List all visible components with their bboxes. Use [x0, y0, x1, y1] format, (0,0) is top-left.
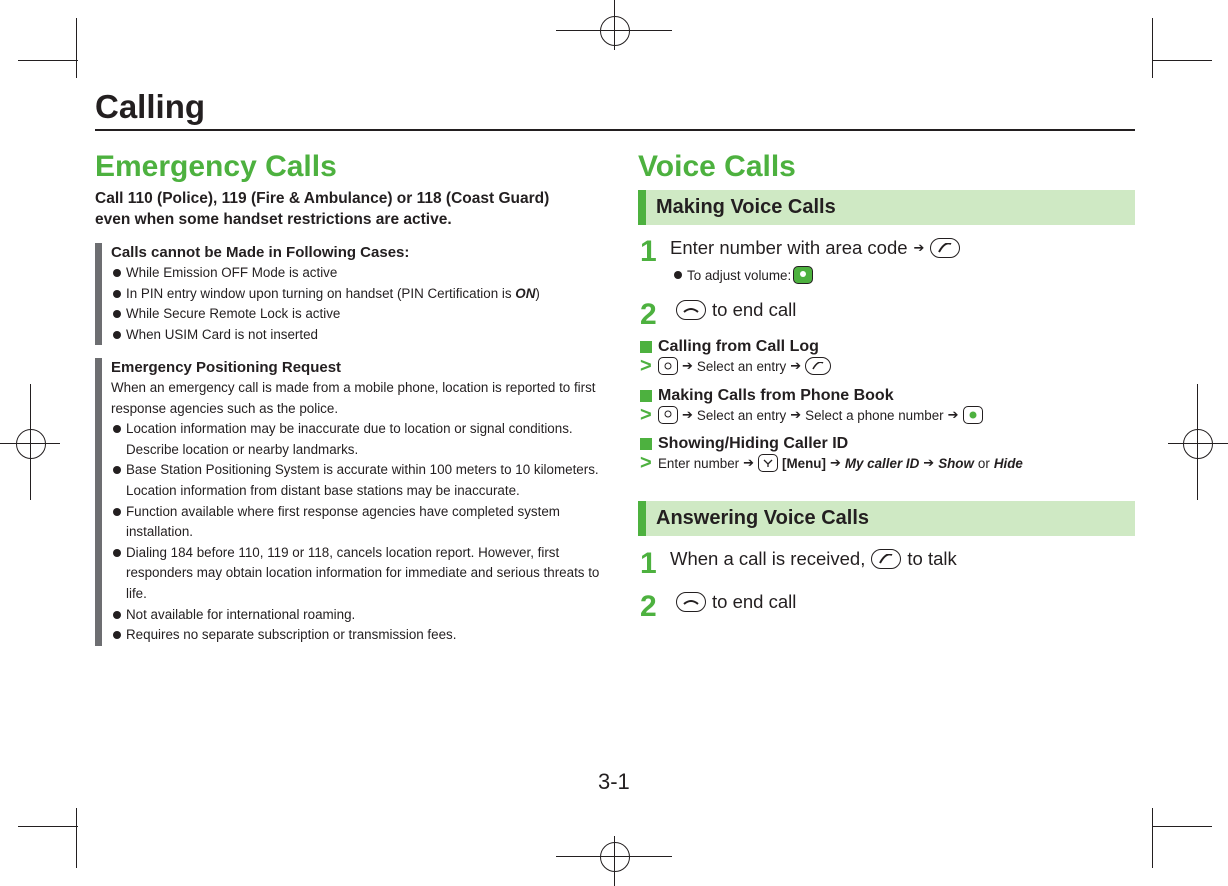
- list-item: Requires no separate subscription or transmission fees.: [111, 625, 601, 646]
- proc-text: Select a phone number: [805, 407, 944, 423]
- step-text: [676, 298, 796, 322]
- square-bullet-icon: [640, 390, 652, 402]
- call-key-icon: [805, 357, 831, 375]
- chevron-right-icon: >: [640, 404, 652, 426]
- volume-key-icon: [793, 266, 813, 284]
- my-caller-id-label: My caller ID: [844, 455, 920, 471]
- note-text: When an emergency call is made from a mobile phone, location is reported to first response agencies such as the police.: [111, 380, 596, 416]
- list-item: Dialing 184 before 110, 119 or 118, cancels location report. However, first responders may obtain location information for immediate and serious threats to life.: [111, 543, 601, 605]
- hide-label: Hide: [993, 455, 1023, 471]
- step-number: 2: [640, 590, 657, 623]
- making-voice-calls-bar: Making Voice Calls: [638, 190, 1135, 225]
- list-item: While Emission OFF Mode is active: [111, 263, 611, 284]
- phone-book-heading: [640, 387, 894, 405]
- note-heading: Emergency Positioning Request: [111, 359, 342, 376]
- chapter-title: Calling: [95, 88, 206, 125]
- proc-text: Select an entry: [696, 407, 787, 423]
- square-bullet-icon: [640, 341, 652, 353]
- call-log-procedure: [640, 357, 831, 375]
- step-label: When a call is received,: [670, 548, 866, 569]
- volume-tip-text: To adjust volume:: [687, 267, 792, 283]
- heading-label: Making Calls from Phone Book: [658, 387, 894, 404]
- note-heading: Calls cannot be Made in Following Cases:: [111, 244, 410, 261]
- phone-book-procedure: [640, 406, 983, 424]
- volume-tip: [672, 266, 1228, 284]
- arrow-icon: ➔: [743, 455, 755, 470]
- arrow-icon: ➔: [682, 407, 693, 422]
- arrow-icon: ➔: [913, 240, 925, 255]
- cannot-call-note: [95, 243, 611, 345]
- step-number: 1: [640, 235, 657, 268]
- list-item: Base Station Positioning System is accurate within 100 meters to 10 kilometers. Location information from distant base stations may be inaccurate.: [111, 460, 601, 501]
- arrow-icon: ➔: [923, 455, 935, 470]
- step-label: to end call: [712, 591, 797, 612]
- arrow-icon: ➔: [947, 407, 959, 422]
- step-number: 2: [640, 298, 657, 331]
- emergency-intro: Call 110 (Police), 119 (Fire & Ambulance) or 118 (Coast Guard) even when some handset restrictions are active.: [95, 190, 550, 228]
- end-key-icon: [676, 592, 706, 612]
- call-key-icon: [871, 549, 901, 569]
- arrow-icon: ➔: [790, 358, 802, 373]
- square-bullet-icon: [640, 438, 652, 450]
- menu-label: [Menu]: [782, 455, 826, 471]
- list-item: When USIM Card is not inserted: [111, 325, 611, 346]
- voice-calls-title: Voice Calls: [638, 150, 796, 183]
- proc-text: Select an entry: [696, 358, 787, 374]
- paren-close: ): [535, 285, 540, 301]
- or-label: or: [977, 455, 990, 471]
- arrow-icon: ➔: [682, 358, 693, 373]
- pin-value: ON: [515, 285, 536, 301]
- call-key-icon: [930, 238, 960, 258]
- list-item-text: In PIN entry window upon turning on handset (PIN Certification is: [126, 285, 516, 301]
- step-number: 1: [640, 547, 657, 580]
- step-text: [670, 236, 960, 260]
- step-label: Enter number with area code: [670, 237, 908, 258]
- arrow-icon: ➔: [790, 407, 802, 422]
- proc-text: Enter number: [658, 455, 740, 471]
- call-log-key-icon: [658, 357, 678, 375]
- call-log-heading: [640, 338, 819, 356]
- chapter-rule: [95, 129, 1135, 131]
- list-item: Function available where first response agencies have completed system installation.: [111, 502, 601, 543]
- phone-book-key-icon: [658, 406, 678, 424]
- chevron-right-icon: >: [640, 452, 652, 474]
- yahoo-key-icon: [758, 454, 778, 472]
- heading-label: Calling from Call Log: [658, 338, 819, 355]
- list-item: [111, 284, 611, 305]
- caller-id-procedure: [640, 454, 1023, 472]
- heading-label: Showing/Hiding Caller ID: [658, 435, 849, 452]
- list-item: Not available for international roaming.: [111, 605, 601, 626]
- step-text: [670, 547, 957, 571]
- page-number: 3-1: [598, 769, 630, 794]
- step-label: to end call: [712, 299, 797, 320]
- end-key-icon: [676, 300, 706, 320]
- show-label: Show: [938, 455, 974, 471]
- step-text: [676, 590, 796, 614]
- emergency-calls-title: Emergency Calls: [95, 150, 337, 183]
- list-item: Location information may be inaccurate due to location or signal conditions. Describe location or nearby landmarks.: [111, 419, 601, 460]
- center-key-icon: [963, 406, 983, 424]
- list-item: While Secure Remote Lock is active: [111, 304, 611, 325]
- chevron-right-icon: >: [640, 355, 652, 377]
- caller-id-heading: [640, 435, 848, 453]
- positioning-note: [95, 358, 601, 646]
- step-label: to talk: [907, 548, 957, 569]
- arrow-icon: ➔: [829, 455, 841, 470]
- answering-voice-calls-bar: Answering Voice Calls: [638, 501, 1135, 536]
